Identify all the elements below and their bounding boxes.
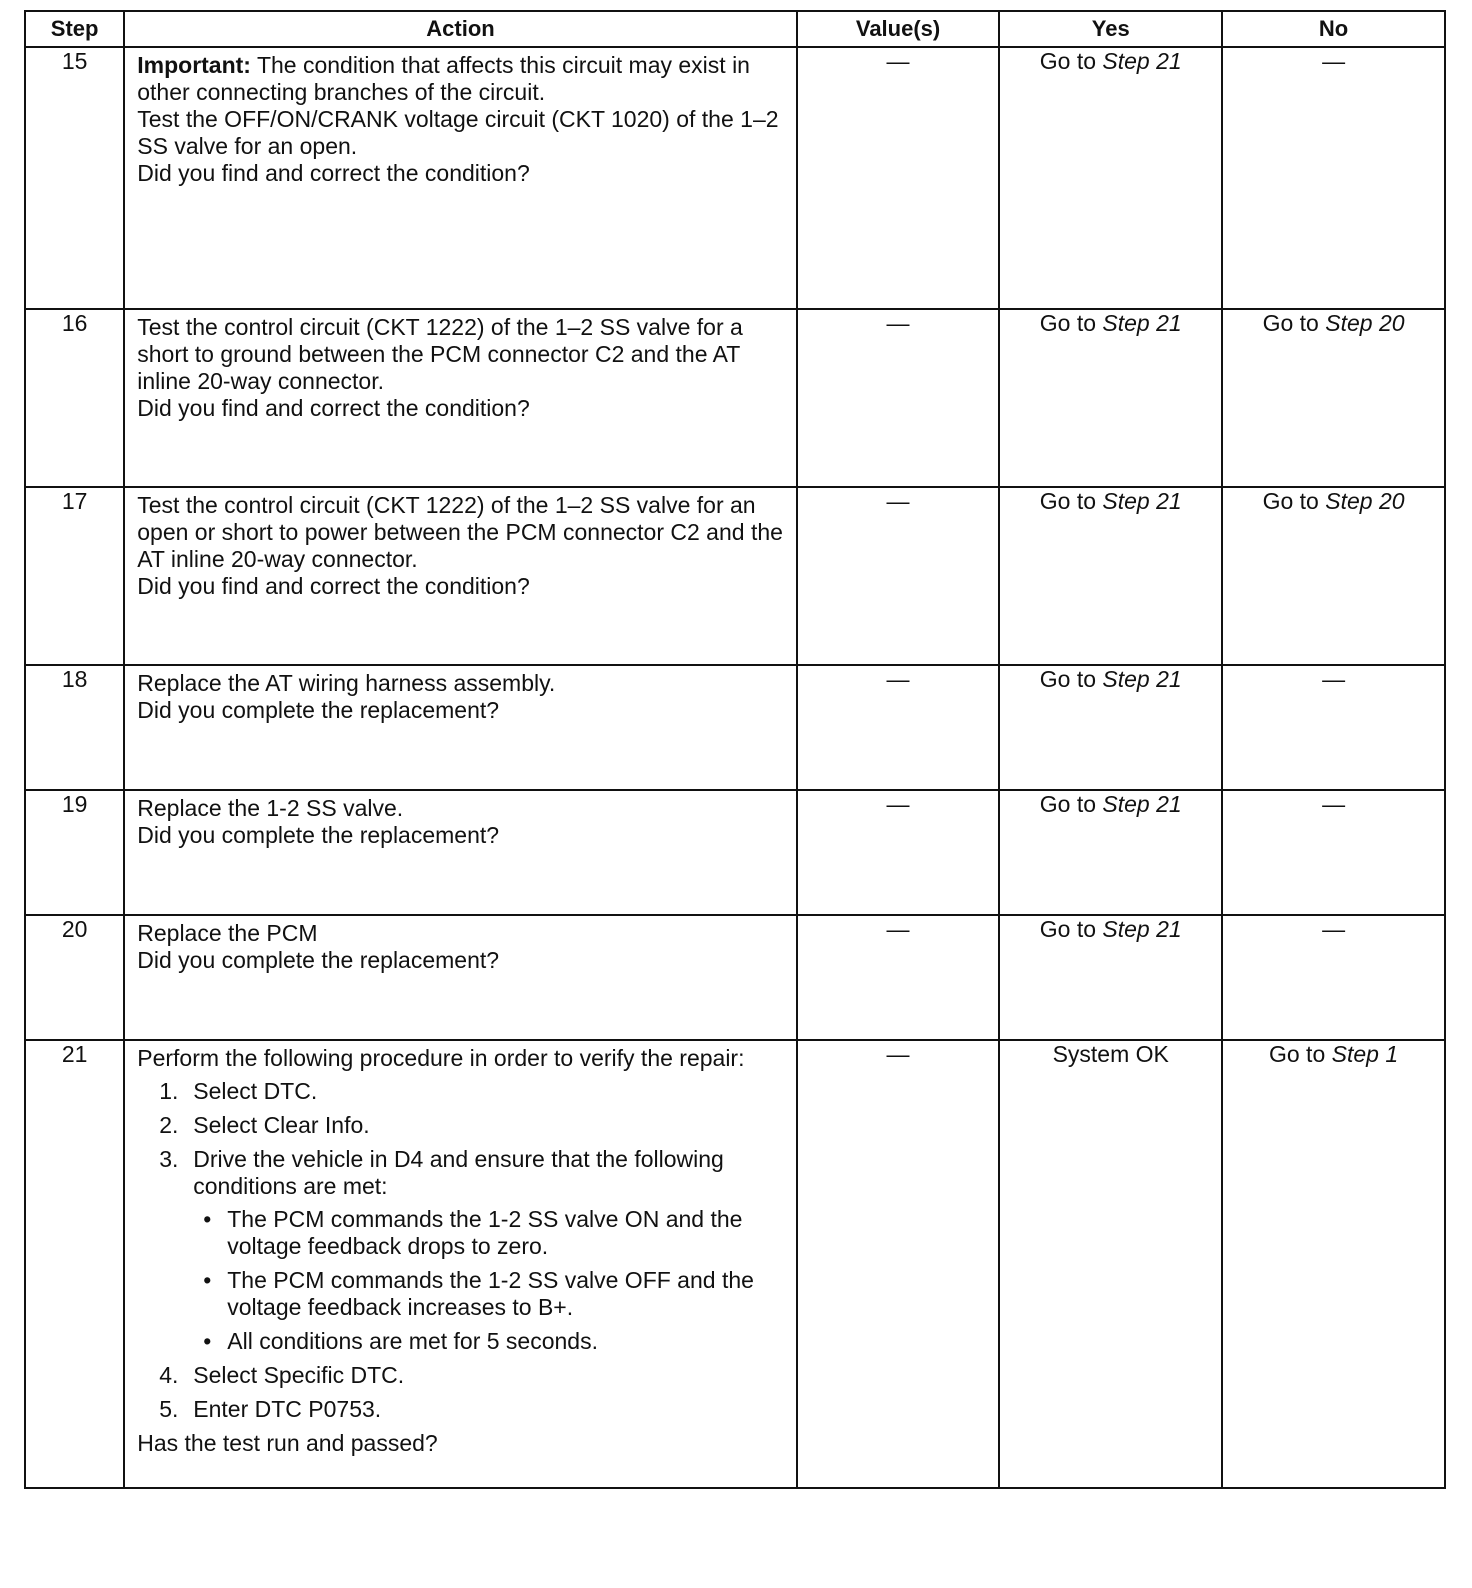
action-cell (124, 47, 797, 309)
step-number: 18 (25, 665, 124, 790)
yes-prefix: Go to (1039, 916, 1097, 942)
action-cell (124, 915, 797, 1040)
action-cell (124, 309, 797, 487)
yes-step-link: Step 21 (1102, 310, 1182, 336)
action-question: Did you find and correct the condition? (137, 573, 530, 599)
action-question: Did you find and correct the condition? (137, 160, 530, 186)
table-row-step-19 (25, 790, 1445, 915)
table-row-step-21 (25, 1040, 1445, 1488)
yes-prefix: Go to (1039, 791, 1097, 817)
yes-prefix: Go to (1039, 48, 1097, 74)
yes-prefix: Go to (1039, 310, 1097, 336)
action-cell (124, 665, 797, 790)
no-cell: — (1222, 47, 1445, 309)
action-text: Replace the PCM (137, 920, 318, 946)
yes-prefix: Go to (1039, 488, 1097, 514)
procedure-step: 1. Select DTC. (159, 1078, 318, 1104)
header-yes: Yes (999, 11, 1222, 47)
yes-result: System OK (1052, 1041, 1169, 1067)
yes-step-link: Step 21 (1102, 488, 1182, 514)
action-question: Has the test run and passed? (137, 1430, 438, 1456)
step-number: 15 (25, 47, 124, 309)
no-cell: — (1222, 790, 1445, 915)
important-label: Important: (137, 52, 251, 78)
important-text: The condition that affects this circuit may exist in other connecting branches of the circuit. (137, 52, 750, 105)
yes-cell (999, 1040, 1222, 1488)
header-action: Action (124, 11, 797, 47)
table-row-step-17 (25, 487, 1445, 665)
no-cell: — (1222, 665, 1445, 790)
yes-step-link: Step 21 (1102, 791, 1182, 817)
condition-item: • The PCM commands the 1-2 SS valve ON and the voltage feedback drops to zero. (193, 1206, 786, 1260)
action-text: Test the control circuit (CKT 1222) of the 1–2 SS valve for a short to ground between the PCM connector C2 and the AT inline 20-way connector. (137, 314, 743, 394)
action-question: Did you complete the replacement? (137, 822, 500, 848)
procedure-intro: Perform the following procedure in order to verify the repair: (137, 1045, 745, 1071)
action-question: Did you find and correct the condition? (137, 395, 530, 421)
header-step: Step (25, 11, 124, 47)
step-number: 19 (25, 790, 124, 915)
procedure-list (137, 1078, 786, 1423)
no-prefix: Go to (1262, 488, 1319, 514)
value-cell: — (797, 665, 1000, 790)
important-note (137, 52, 786, 106)
step-number: 17 (25, 487, 124, 665)
no-prefix: Go to (1262, 310, 1319, 336)
procedure-step: 2. Select Clear Info. (159, 1112, 370, 1138)
action-question: Did you complete the replacement? (137, 697, 500, 723)
header-no: No (1222, 11, 1445, 47)
no-prefix: Go to (1268, 1041, 1326, 1067)
diagnostic-table (24, 10, 1446, 1489)
table-row-step-20 (25, 915, 1445, 1040)
value-cell: — (797, 790, 1000, 915)
yes-cell (999, 487, 1222, 665)
action-cell (124, 1040, 797, 1488)
yes-cell (999, 915, 1222, 1040)
table-row-step-18 (25, 665, 1445, 790)
action-text: Replace the 1-2 SS valve. (137, 795, 404, 821)
step-number: 20 (25, 915, 124, 1040)
yes-cell (999, 790, 1222, 915)
no-step-link: Step 20 (1325, 488, 1405, 514)
yes-cell (999, 309, 1222, 487)
value-cell: — (797, 309, 1000, 487)
no-cell (1222, 309, 1445, 487)
condition-list (193, 1206, 786, 1355)
action-cell (124, 487, 797, 665)
value-cell: — (797, 1040, 1000, 1488)
procedure-step: 3. Drive the vehicle in D4 and ensure that the following conditions are met: • The PCM commands the 1-2 SS valve ON and the voltage feedback drops to zero. • The PCM commands the 1-2 SS valve OFF and the voltage feedback increases to B+. • All conditions are met for 5 seconds. (137, 1146, 786, 1355)
procedure-step: 5. Enter DTC P0753. (159, 1396, 382, 1422)
yes-step-link: Step 21 (1102, 916, 1182, 942)
header-values: Value(s) (797, 11, 1000, 47)
value-cell: — (797, 915, 1000, 1040)
table-row-step-16 (25, 309, 1445, 487)
no-step-link: Step 20 (1325, 310, 1405, 336)
yes-cell (999, 665, 1222, 790)
yes-step-link: Step 21 (1102, 48, 1182, 74)
action-question: Did you complete the replacement? (137, 947, 500, 973)
action-cell (124, 790, 797, 915)
header-row (25, 11, 1445, 47)
action-text: Test the OFF/ON/CRANK voltage circuit (CKT 1020) of the 1–2 SS valve for an open. (137, 106, 779, 159)
step-number: 16 (25, 309, 124, 487)
procedure-step: 4. Select Specific DTC. (159, 1362, 405, 1388)
no-cell: — (1222, 915, 1445, 1040)
table-row-step-15 (25, 47, 1445, 309)
yes-prefix: Go to (1039, 666, 1097, 692)
no-cell (1222, 1040, 1445, 1488)
value-cell: — (797, 487, 1000, 665)
action-text: Test the control circuit (CKT 1222) of the 1–2 SS valve for an open or short to power between the PCM connector C2 and the AT inline 20-way connector. (137, 492, 783, 572)
value-cell: — (797, 47, 1000, 309)
action-text: Replace the AT wiring harness assembly. (137, 670, 556, 696)
yes-step-link: Step 21 (1102, 666, 1182, 692)
condition-item: • The PCM commands the 1-2 SS valve OFF and the voltage feedback increases to B+. (193, 1267, 786, 1321)
step-number: 21 (25, 1040, 124, 1488)
yes-cell (999, 47, 1222, 309)
no-step-link: Step 1 (1331, 1041, 1399, 1067)
condition-item: • All conditions are met for 5 seconds. (193, 1328, 786, 1355)
no-cell (1222, 487, 1445, 665)
